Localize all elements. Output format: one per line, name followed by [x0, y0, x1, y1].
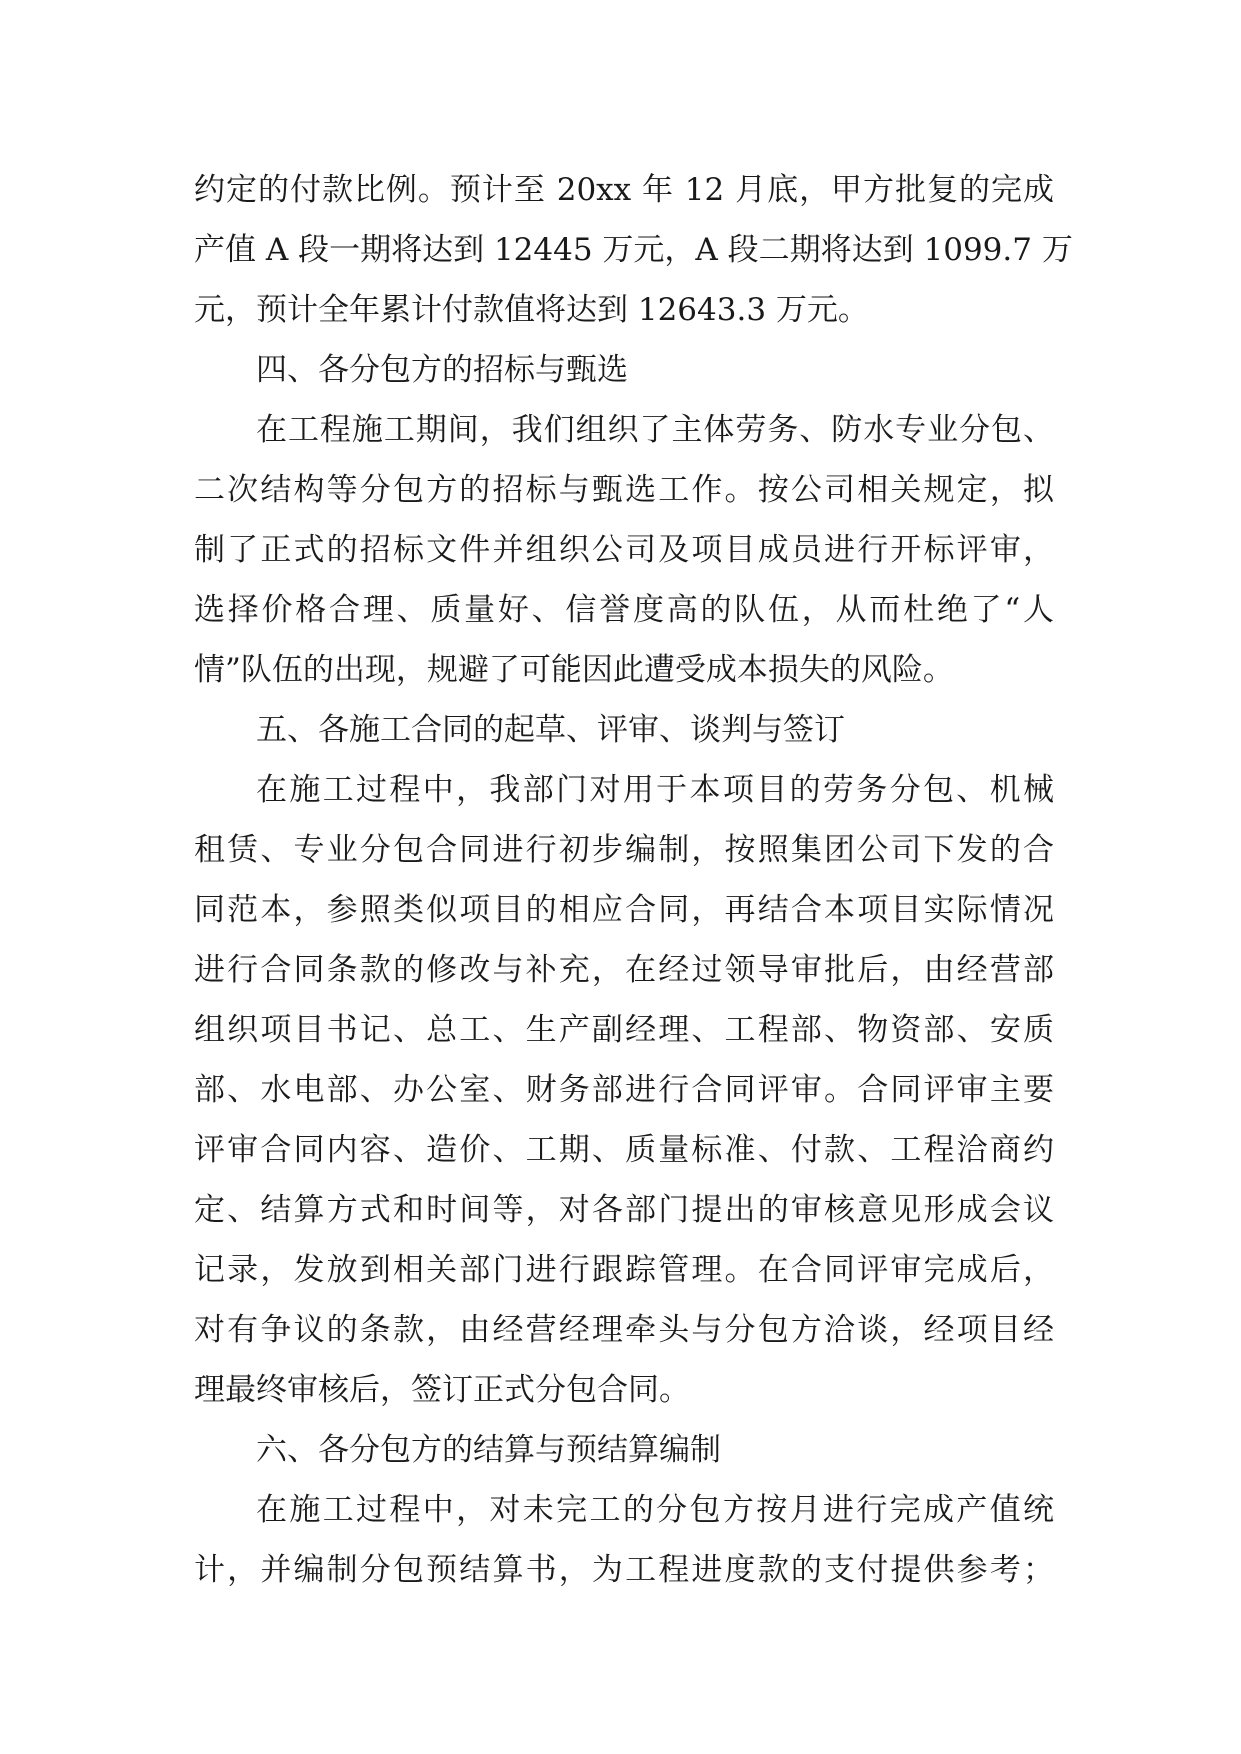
paragraph-line: 租赁、专业分包合同进行初步编制，按照集团公司下发的合 [194, 832, 1054, 868]
paragraph-line: 在工程施工期间，我们组织了主体劳务、防水专业分包、 [256, 412, 1054, 448]
paragraph-line: 计，并编制分包预结算书，为工程进度款的支付提供参考； [194, 1552, 1054, 1588]
paragraph-line: 评审合同内容、造价、工期、质量标准、付款、工程洽商约 [194, 1132, 1054, 1168]
paragraph-line: 记录，发放到相关部门进行跟踪管理。在合同评审完成后， [194, 1252, 1054, 1288]
paragraph-line: 在施工过程中，对未完工的分包方按月进行完成产值统 [256, 1492, 1054, 1528]
paragraph-line: 制了正式的招标文件并组织公司及项目成员进行开标评审， [194, 532, 1054, 568]
paragraph-line: 部、水电部、办公室、财务部进行合同评审。合同评审主要 [194, 1072, 1054, 1108]
paragraph-line: 情”队伍的出现，规避了可能因此遭受成本损失的风险。 [194, 652, 954, 688]
paragraph-line: 组织项目书记、总工、生产副经理、工程部、物资部、安质 [194, 1012, 1054, 1048]
paragraph-line: 进行合同条款的修改与补充，在经过领导审批后，由经营部 [194, 952, 1054, 988]
section-heading: 六、各分包方的结算与预结算编制 [256, 1432, 721, 1468]
paragraph-line: 约定的付款比例。预计至 20xx 年 12 月底，甲方批复的完成 [194, 172, 1054, 208]
paragraph-line: 元，预计全年累计付款值将达到 12643.3 万元。 [194, 292, 869, 328]
document-body [194, 160, 1073, 1600]
paragraph-line: 在施工过程中，我部门对用于本项目的劳务分包、机械 [256, 772, 1054, 808]
paragraph-line: 理最终审核后，签订正式分包合同。 [194, 1372, 690, 1408]
section-heading: 五、各施工合同的起草、评审、谈判与签订 [256, 712, 845, 748]
section-heading: 四、各分包方的招标与甄选 [256, 352, 628, 388]
paragraph-line: 产值 A 段一期将达到 12445 万元，A 段二期将达到 1099.7 万 [194, 232, 1073, 268]
paragraph-line: 同范本，参照类似项目的相应合同，再结合本项目实际情况 [194, 892, 1054, 928]
paragraph-line: 对有争议的条款，由经营经理牵头与分包方洽谈，经项目经 [194, 1312, 1054, 1348]
paragraph-line: 定、结算方式和时间等，对各部门提出的审核意见形成会议 [194, 1192, 1054, 1228]
paragraph-line: 二次结构等分包方的招标与甄选工作。按公司相关规定，拟 [194, 472, 1054, 508]
paragraph-line: 选择价格合理、质量好、信誉度高的队伍，从而杜绝了“人 [194, 592, 1054, 628]
